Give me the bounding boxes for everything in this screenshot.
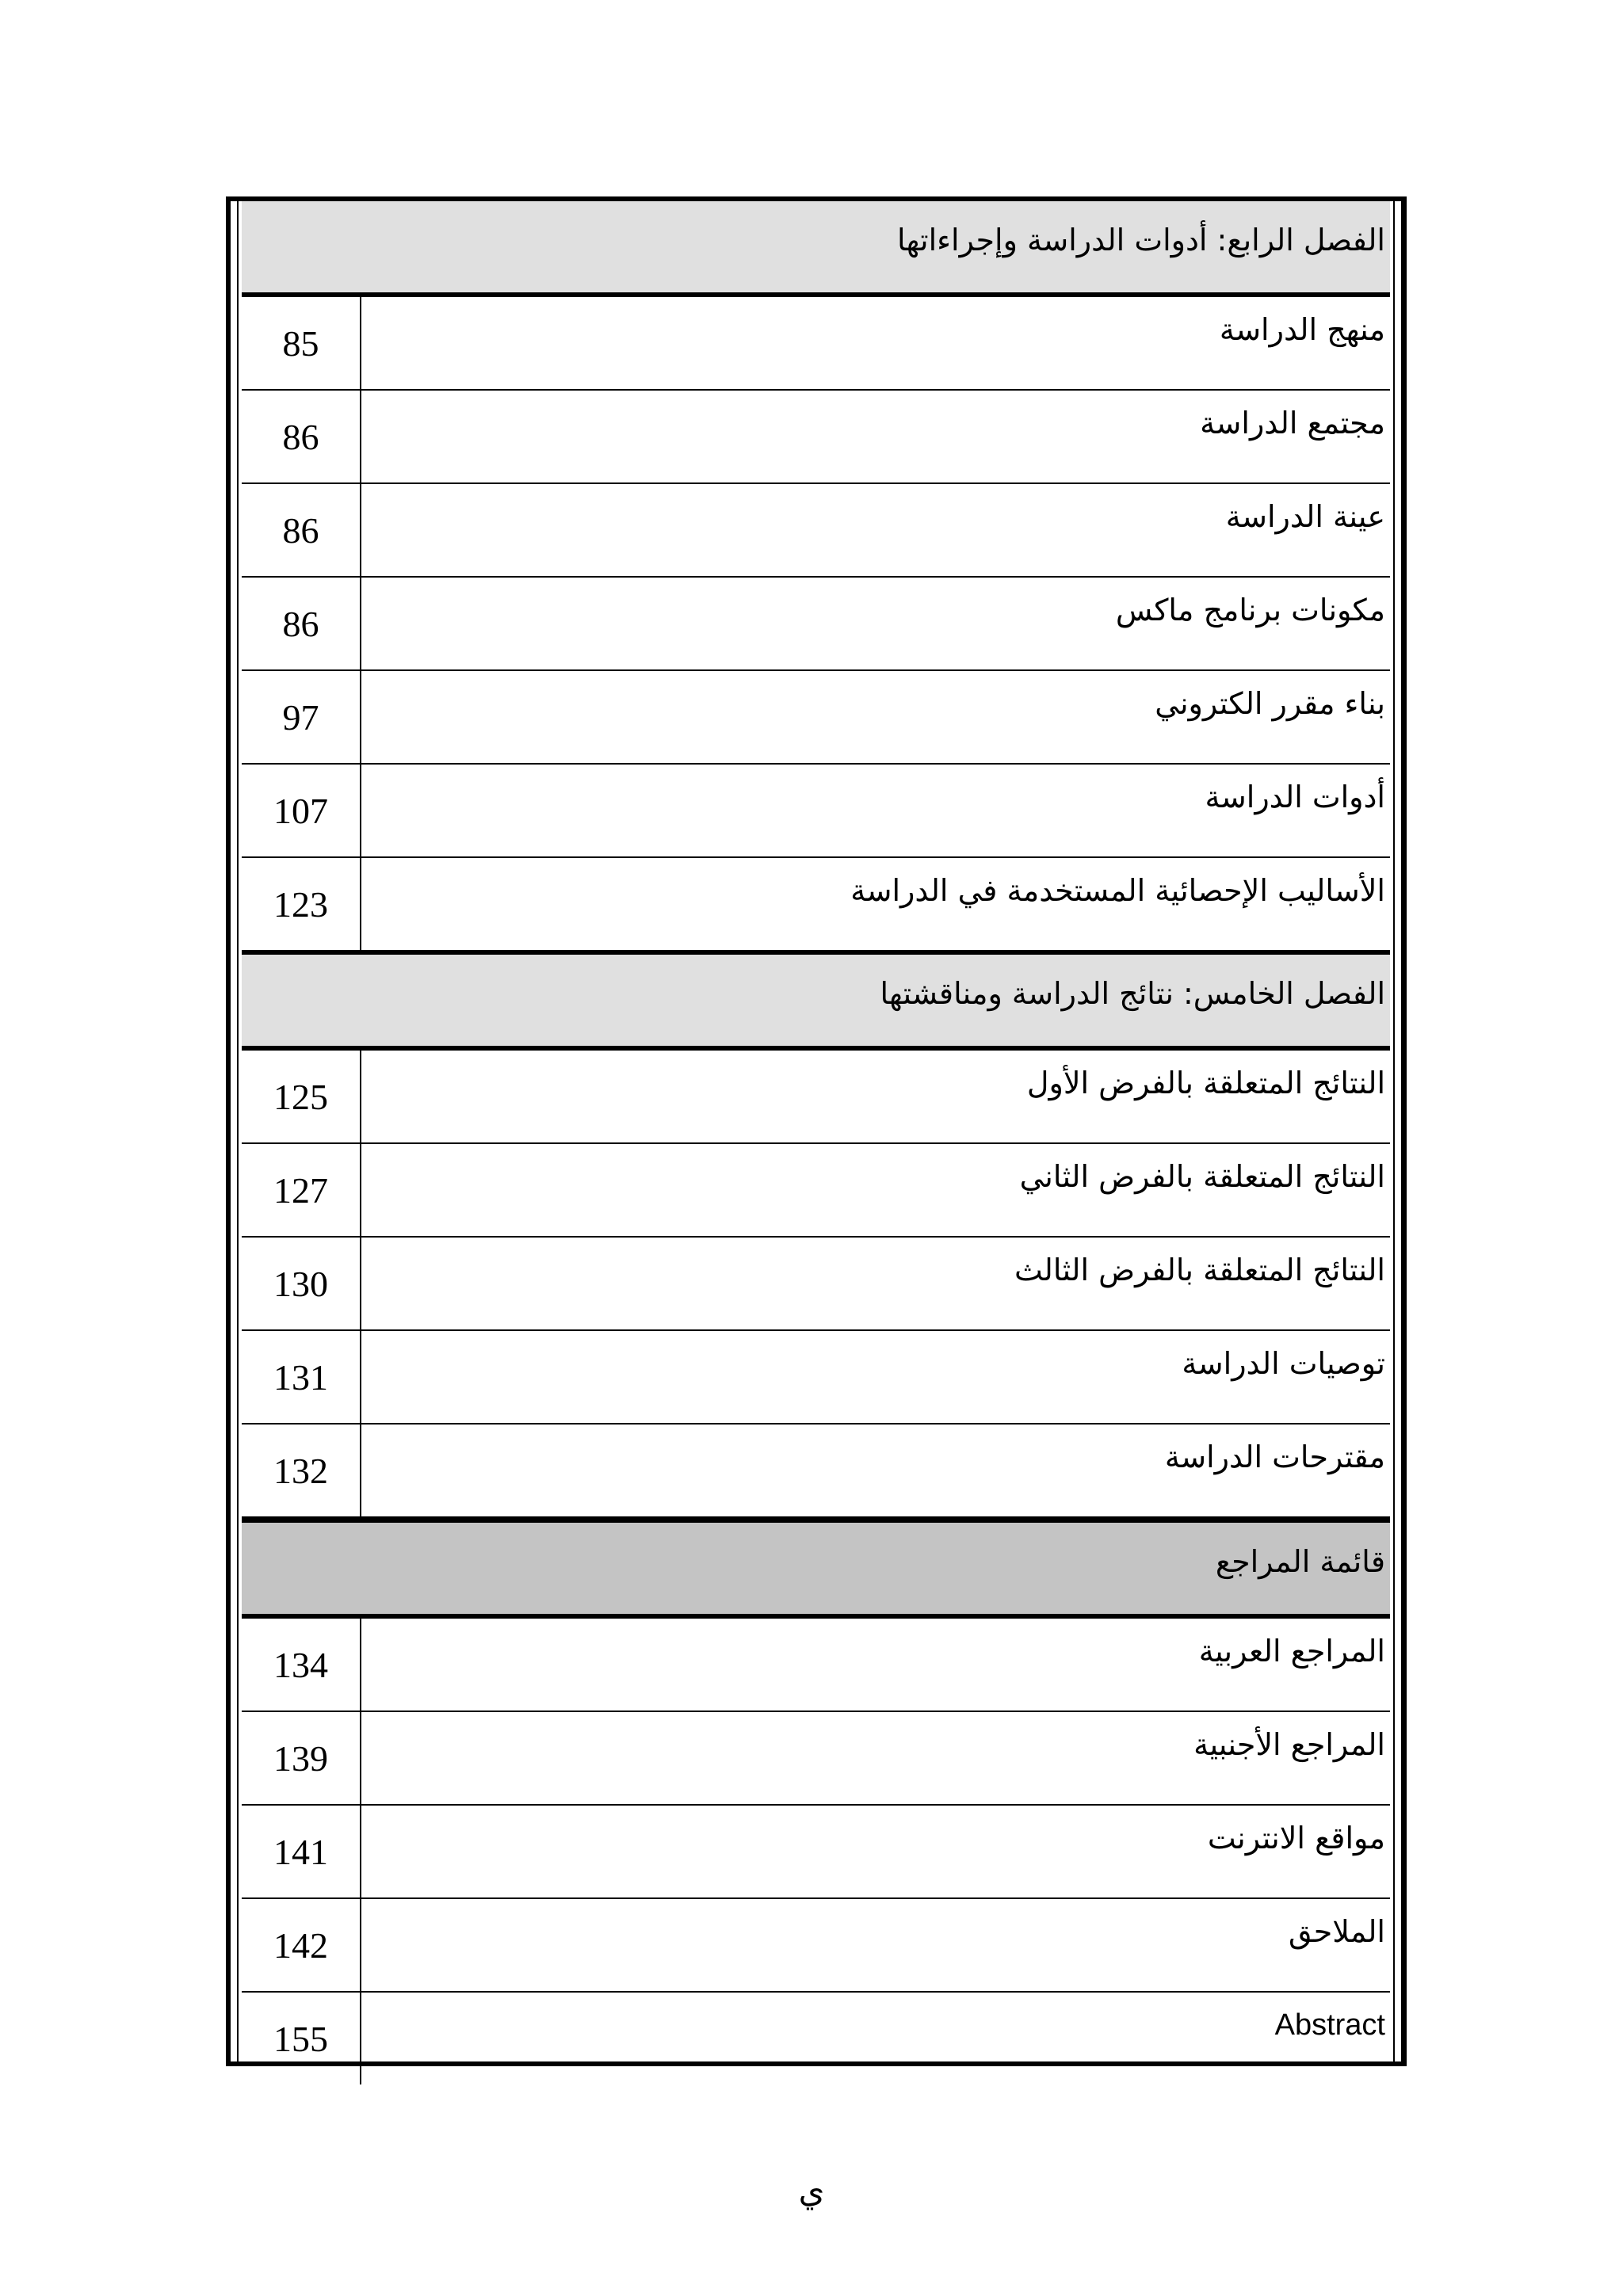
table-row: [242, 390, 1390, 483]
table-row: [242, 1424, 1390, 1520]
table-row: [242, 295, 1390, 390]
page-number-cell: 127: [273, 1170, 328, 1211]
entry-title: المراجع الأجنبية: [1193, 1727, 1385, 1762]
entry-title: توصيات الدراسة: [1182, 1346, 1385, 1381]
table-row: [242, 764, 1390, 857]
entry-title: المراجع العربية: [1198, 1634, 1385, 1669]
entry-title: عينة الدراسة: [1225, 499, 1385, 534]
table-row: [242, 1616, 1390, 1711]
entry-title: مجتمع الدراسة: [1200, 406, 1385, 441]
page-number-cell: 86: [282, 604, 319, 644]
table-of-contents: [242, 201, 1390, 2084]
table-row: [242, 483, 1390, 577]
section-header: [242, 952, 1390, 1048]
page-number-cell: 97: [282, 697, 319, 738]
table-row: [242, 1898, 1390, 1992]
table-row: [242, 1048, 1390, 1143]
page-number-cell: 139: [273, 1738, 328, 1779]
table-row: [242, 577, 1390, 670]
page-number-cell: 132: [273, 1451, 328, 1491]
table-row: [242, 1711, 1390, 1805]
section-title: قائمة المراجع: [1215, 1544, 1385, 1579]
page-number-cell: 142: [273, 1925, 328, 1966]
entry-title: النتائج المتعلقة بالفرض الثاني: [1019, 1159, 1385, 1194]
table-row: [242, 1330, 1390, 1424]
page-number-cell: 86: [282, 510, 319, 551]
table-row: [242, 1237, 1390, 1330]
page-number-cell: 155: [273, 2019, 328, 2059]
entry-title: مقترحات الدراسة: [1164, 1440, 1385, 1474]
entry-title: الأساليب الإحصائية المستخدمة في الدراسة: [850, 873, 1385, 908]
table-row: [242, 1992, 1390, 2084]
entry-title: بناء مقرر الكتروني: [1155, 686, 1385, 721]
entry-title: منهج الدراسة: [1219, 312, 1385, 347]
section-header: [242, 201, 1390, 295]
page-number-cell: 123: [273, 884, 328, 925]
page-number-cell: 141: [273, 1832, 328, 1872]
entry-title: Abstract: [1274, 2008, 1385, 2042]
section-title: الفصل الخامس: نتائج الدراسة ومناقشتها: [880, 976, 1385, 1011]
table-row: [242, 1143, 1390, 1237]
page-number-cell: 107: [273, 791, 328, 831]
page-number-cell: 125: [273, 1077, 328, 1117]
table-row: [242, 670, 1390, 764]
entry-title: الملاحق: [1289, 1914, 1385, 1949]
entry-title: النتائج المتعلقة بالفرض الأول: [1026, 1066, 1385, 1100]
toc-table-frame: [226, 196, 1407, 2066]
page-number-cell: 134: [273, 1645, 328, 1685]
entry-title: النتائج المتعلقة بالفرض الثالث: [1014, 1253, 1385, 1287]
table-row: [242, 857, 1390, 952]
table-row: [242, 1805, 1390, 1898]
page-number-cell: 130: [273, 1264, 328, 1304]
entry-title: مواقع الانترنت: [1207, 1821, 1385, 1855]
page-number-cell: 85: [282, 323, 319, 364]
page-number-cell: 131: [273, 1357, 328, 1398]
page-number-cell: 86: [282, 417, 319, 457]
page-footer-number: ي: [798, 2171, 825, 2210]
section-header: [242, 1520, 1390, 1616]
entry-title: أدوات الدراسة: [1205, 780, 1385, 814]
section-title: الفصل الرابع: أدوات الدراسة وإجراءاتها: [896, 223, 1385, 257]
entry-title: مكونات برنامج ماكس: [1115, 593, 1385, 627]
